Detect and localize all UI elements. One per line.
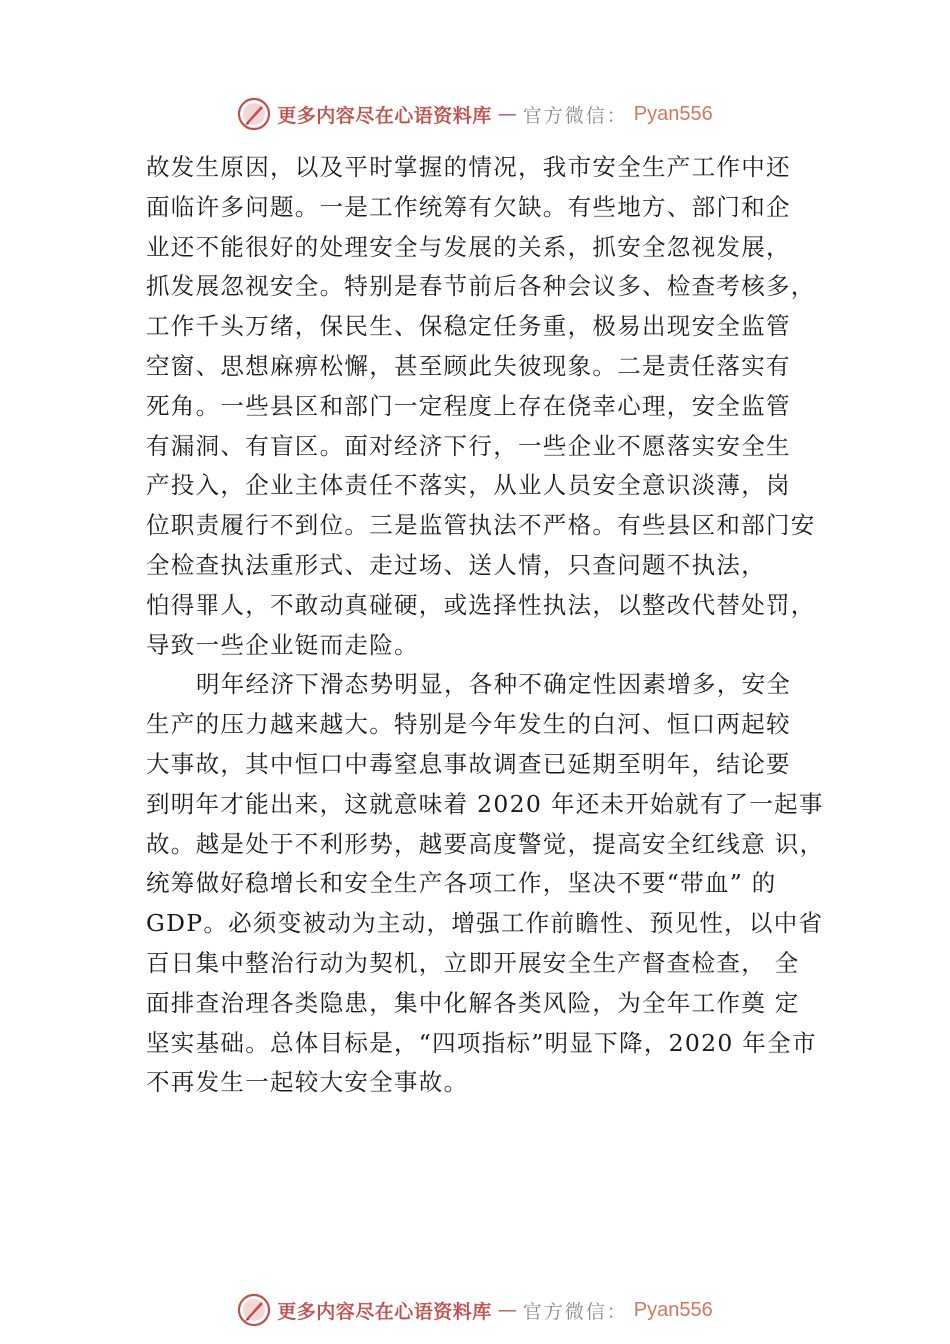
text-line: 故。越是处于不利形势，越要高度警觉，提高安全红线意 识， bbox=[146, 829, 825, 858]
promo-text: 更多内容尽在心语资料库 bbox=[277, 1300, 492, 1323]
text-line: 全检查执法重形式、走过场、送人情，只查问题不执法， bbox=[146, 550, 766, 579]
text-line: 统筹做好稳增长和安全生产各项工作，坚决不要“带血” 的 bbox=[146, 869, 777, 898]
text-line: 面临许多问题。一是工作统筹有欠缺。有些地方、部门和企 bbox=[146, 192, 791, 221]
header-banner bbox=[0, 94, 950, 134]
text-line: 怕得罪人，不敢动真碰硬，或选择性执法，以整改代替处罚， bbox=[146, 590, 816, 619]
text-line: 抓发展忽视安全。特别是春节前后各种会议多、检查考核多， bbox=[146, 272, 816, 301]
text-line: 位职责履行不到位。三是监管执法不严格。有些县区和部门安 bbox=[146, 511, 816, 540]
document-body bbox=[146, 148, 836, 1103]
text-line: 有漏洞、有盲区。面对经济下行，一些企业不愿落实安全生 bbox=[146, 431, 791, 460]
wechat-id: Pyan556 bbox=[633, 102, 713, 125]
text-line: 工作千头万绪，保民生、保稳定任务重，极易出现安全监管 bbox=[146, 312, 791, 341]
text-line: 故发生原因，以及平时掌握的情况，我市安全生产工作中还 bbox=[146, 153, 791, 181]
text-line: 百日集中整治行动为契机，立即开展安全生产督查检查， 全 bbox=[146, 948, 800, 977]
text-line: 空窗、思想麻痹松懈，甚至顾此失彼现象。二是责任落实有 bbox=[146, 351, 791, 380]
paragraph-2 bbox=[146, 665, 836, 1103]
text-line: 大事故，其中恒口中毒窒息事故调查已延期至明年，结论要 bbox=[146, 749, 791, 778]
banner-dash: — bbox=[497, 1299, 517, 1321]
text-line: 明年经济下滑态势明显，各种不确定性因素增多，安全 bbox=[196, 670, 792, 699]
text-line: 面排查治理各类隐患，集中化解各类风险，为全年工作奠 定 bbox=[146, 988, 800, 1017]
footer-banner bbox=[0, 1290, 950, 1330]
text-line: 导致一些企业铤而走险。 bbox=[146, 630, 419, 659]
quill-logo-icon bbox=[237, 1293, 271, 1327]
text-line: GDP。必须变被动为主动，增强工作前瞻性、预见性，以中省 bbox=[146, 909, 824, 938]
wechat-label: 官方微信： bbox=[522, 1300, 628, 1323]
text-line: 业还不能很好的处理安全与发展的关系，抓安全忽视发展， bbox=[146, 232, 791, 261]
wechat-label: 官方微信： bbox=[522, 104, 628, 127]
text-line: 产投入，企业主体责任不落实，从业人员安全意识淡薄，岗 bbox=[146, 471, 791, 500]
text-line: 死角。一些县区和部门一定程度上存在侥幸心理，安全监管 bbox=[146, 391, 791, 420]
promo-text: 更多内容尽在心语资料库 bbox=[277, 104, 492, 127]
text-line: 坚实基础。总体目标是，“四项指标”明显下降，2020 年全市 bbox=[146, 1028, 817, 1057]
banner-dash: — bbox=[497, 103, 517, 125]
text-line: 生产的压力越来越大。特别是今年发生的白河、恒口两起较 bbox=[146, 710, 791, 739]
paragraph-1 bbox=[146, 148, 836, 665]
quill-logo-icon bbox=[237, 97, 271, 131]
wechat-id: Pyan556 bbox=[633, 1298, 713, 1321]
text-line: 不再发生一起较大安全事故。 bbox=[146, 1068, 469, 1097]
text-line: 到明年才能出来，这就意味着 2020 年还未开始就有了一起事 bbox=[146, 789, 824, 818]
